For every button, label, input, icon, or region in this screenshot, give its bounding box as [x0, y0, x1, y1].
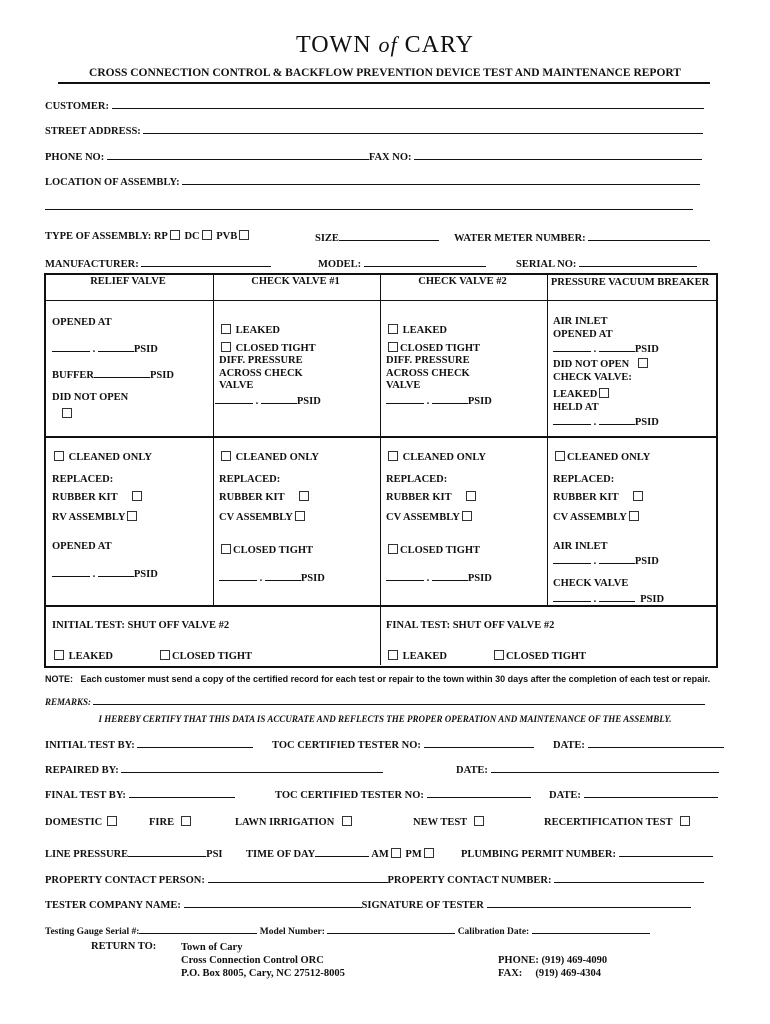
pvb-assembly	[553, 511, 641, 523]
final-test-label: FINAL TEST BY:	[45, 790, 126, 801]
closed-tight-label: CLOSED TIGHT	[400, 545, 481, 556]
meter-row	[454, 230, 710, 244]
air-inlet-label: AIR INLET	[553, 316, 608, 327]
rv-rubber-kit	[52, 491, 144, 503]
remarks-label: REMARKS:	[45, 697, 92, 707]
return-line-3: P.O. Box 8005, Cary, NC 27512-8005	[181, 968, 345, 979]
rubber-kit-label: RUBBER KIT	[553, 492, 619, 503]
phone-value: (919) 469-4090	[541, 955, 608, 966]
repair-date-row	[456, 762, 719, 776]
cv2-cleaned-checkbox[interactable]	[388, 451, 398, 461]
size-row	[315, 230, 439, 244]
buffer-field[interactable]	[94, 367, 150, 378]
rv-replaced-label: REPLACED:	[52, 474, 114, 485]
fax-label: FAX NO:	[368, 152, 412, 163]
psid-label: PSID	[634, 417, 659, 428]
psid-label: PSID	[634, 556, 659, 567]
cv1-diff	[219, 355, 303, 393]
rv-retest-psid: . PSID	[52, 566, 158, 580]
cv2-leaked-checkbox[interactable]	[388, 324, 398, 334]
lawn-label: LAWN IRRIGATION	[235, 817, 335, 828]
calibration-field[interactable]	[532, 923, 650, 934]
cv1-retest-checkbox[interactable]	[221, 544, 231, 554]
psid-label: PSID	[133, 344, 158, 355]
col-divider-2b	[380, 438, 381, 665]
closed-tight-label: CLOSED TIGHT	[400, 343, 481, 354]
pvb-held-field[interactable]	[553, 414, 591, 425]
cv-assembly-label: CV ASSEMBLY	[219, 512, 293, 523]
psid-label: PSID	[296, 396, 321, 407]
initial-date-field[interactable]	[588, 737, 724, 748]
psid-label: PSID	[634, 344, 659, 355]
permit-label: PLUMBING PERMIT NUMBER:	[461, 849, 616, 860]
cv2-replaced-label: REPLACED:	[386, 474, 448, 485]
cv1-cleaned	[219, 451, 319, 463]
rp-checkbox[interactable]	[170, 230, 180, 240]
rv-retest-decimal[interactable]	[98, 566, 134, 577]
cv1-leaked-checkbox[interactable]	[221, 324, 231, 334]
calibration-label: Calibration Date:	[457, 927, 530, 937]
initial-date-row	[553, 737, 724, 751]
header-divider	[46, 300, 716, 301]
cleaned-label: CLEANED ONLY	[68, 452, 152, 463]
psi-label: PSI	[206, 849, 223, 860]
diff-line-1: DIFF. PRESSURE	[219, 355, 303, 366]
gauge-serial-label: Testing Gauge Serial #:	[45, 927, 140, 937]
cleaned-label: CLEANED ONLY	[402, 452, 486, 463]
cv2-diff	[386, 355, 470, 393]
type-label: TYPE OF ASSEMBLY:	[45, 231, 152, 242]
meter-field[interactable]	[588, 230, 710, 241]
phone-field[interactable]	[107, 149, 369, 160]
buffer-label: BUFFER	[52, 370, 94, 381]
return-to-label: RETURN TO:	[91, 941, 157, 952]
pvb-replaced-label: REPLACED:	[553, 474, 615, 485]
company-row	[45, 897, 691, 911]
final-closed	[492, 650, 586, 662]
phone-label: PHONE:	[498, 955, 539, 966]
company-field[interactable]	[184, 897, 362, 908]
return-contact	[498, 954, 607, 980]
cv2-cleaned	[386, 451, 486, 463]
cv2-diff-psid: . PSID	[386, 393, 492, 407]
am-label: AM	[371, 849, 389, 860]
manufacturer-field[interactable]	[141, 256, 271, 267]
initial-test-row	[45, 737, 253, 751]
domestic-checkbox[interactable]	[107, 816, 117, 826]
rv-retest-opened-label: OPENED AT	[52, 541, 112, 552]
customer-field[interactable]	[112, 98, 704, 109]
repaired-row	[45, 762, 383, 776]
date-label: DATE:	[549, 790, 581, 801]
time-of-day-label: TIME OF DAY	[246, 849, 316, 860]
contact-number-field[interactable]	[554, 872, 704, 883]
final-test-row	[45, 787, 235, 801]
note-label: NOTE:	[45, 674, 73, 684]
pvb-held-decimal[interactable]	[599, 414, 635, 425]
location-row-2	[45, 199, 693, 213]
cv-assembly-label: CV ASSEMBLY	[553, 512, 627, 523]
cv2-rubber-kit	[386, 491, 478, 503]
certify-statement: I HEREBY CERTIFY THAT THIS DATA IS ACCURATE AND REFLECTS THE PROPER OPERATION AND MAINTENANCE OF THE ASSEMBLY.	[98, 714, 672, 724]
date-label: DATE:	[553, 740, 585, 751]
company-label: TESTER COMPANY NAME:	[45, 900, 181, 911]
model-field[interactable]	[364, 256, 486, 267]
pvb-air-field[interactable]	[553, 341, 591, 352]
location-field-2[interactable]	[45, 199, 693, 210]
psid-label: PSID	[467, 573, 492, 584]
diff-line-3: VALVE	[219, 380, 254, 391]
new-test-option	[413, 816, 486, 828]
header-check-valve-1: CHECK VALVE #1	[251, 276, 340, 287]
am-checkbox[interactable]	[391, 848, 401, 858]
cv1-assembly-checkbox[interactable]	[295, 511, 305, 521]
cleaned-label: CLEANED ONLY	[567, 452, 651, 463]
pvb-retest-air-psid: . PSID	[553, 553, 659, 567]
signature-label: SIGNATURE OF TESTER	[361, 900, 484, 911]
toc-tester-row-1	[272, 737, 534, 751]
report-subtitle: CROSS CONNECTION CONTROL & BACKFLOW PREVENTION DEVICE TEST AND MAINTENANCE REPORT	[89, 67, 681, 79]
cv2-diff-field[interactable]	[386, 393, 424, 404]
final-closed-checkbox[interactable]	[494, 650, 504, 660]
title-town: TOWN	[295, 32, 372, 58]
closed-tight-label: CLOSED TIGHT	[235, 343, 316, 354]
rv-opened-field[interactable]	[52, 341, 90, 352]
fax-field[interactable]	[414, 149, 702, 160]
leaked-label: LEAKED	[553, 389, 598, 400]
serial-field[interactable]	[579, 256, 697, 267]
closed-tight-label: CLOSED TIGHT	[233, 545, 314, 556]
rubber-kit-label: RUBBER KIT	[52, 492, 118, 503]
cv2-retest-field[interactable]	[386, 570, 424, 581]
dc-checkbox[interactable]	[202, 230, 212, 240]
pvb-held-psid: . PSID	[553, 414, 659, 428]
return-line-2: Cross Connection Control ORC	[181, 955, 324, 966]
model-row	[318, 256, 486, 270]
pvb-air-inlet	[553, 316, 613, 341]
cv2-assembly	[386, 511, 474, 523]
note	[45, 674, 710, 684]
cv2-retest-checkbox[interactable]	[388, 544, 398, 554]
header-pvb: PRESSURE VACUUM BREAKER	[550, 277, 710, 288]
toc-tester-row-2	[275, 787, 531, 801]
remarks-row	[45, 696, 705, 707]
pm-checkbox[interactable]	[424, 848, 434, 858]
closed-tight-label: CLOSED TIGHT	[172, 651, 253, 662]
cv1-replaced-label: REPLACED:	[219, 474, 281, 485]
pvb-label: PVB	[216, 231, 238, 242]
fax-label: FAX:	[498, 968, 523, 979]
leaked-label: LEAKED	[402, 651, 447, 662]
rv-opened-at-label: OPENED AT	[52, 317, 112, 328]
fire-checkbox[interactable]	[181, 816, 191, 826]
psid-label: PSID	[150, 370, 174, 381]
cv1-cleaned-checkbox[interactable]	[221, 451, 231, 461]
leaked-label: LEAKED	[235, 325, 280, 336]
size-field[interactable]	[339, 230, 439, 241]
phone-label: PHONE NO:	[45, 152, 105, 163]
final-test-field[interactable]	[129, 787, 235, 798]
cv2-closed-tight	[386, 342, 480, 354]
pvb-retest-check-label: CHECK VALVE	[553, 578, 629, 589]
rv-did-not-open-checkbox[interactable]	[62, 408, 72, 418]
diff-line-2: ACROSS CHECK	[386, 367, 470, 379]
pvb-cleaned	[553, 451, 650, 463]
pm-label: PM	[405, 849, 422, 860]
return-fax	[498, 967, 607, 980]
contact-person-field[interactable]	[208, 872, 388, 883]
cv1-diff-psid: . PSID	[215, 393, 321, 407]
permit-field[interactable]	[619, 846, 713, 857]
pvb-retest-air-field[interactable]	[553, 553, 591, 564]
recert-label: RECERTIFICATION TEST	[544, 817, 673, 828]
title-cary: CARY	[404, 32, 475, 58]
line-pressure-row	[45, 846, 223, 860]
manufacturer-label: MANUFACTURER:	[45, 259, 139, 270]
initial-test-label: INITIAL TEST BY:	[45, 740, 135, 751]
new-test-checkbox[interactable]	[474, 816, 484, 826]
pvb-rubber-kit	[553, 491, 645, 503]
model-number-label: Model Number:	[259, 927, 325, 937]
cv2-retest-psid: . PSID	[386, 570, 492, 584]
model-label: MODEL:	[318, 259, 362, 270]
pvb-leaked-checkbox[interactable]	[599, 388, 609, 398]
location-field[interactable]	[182, 174, 700, 185]
final-shutoff-label: FINAL TEST: SHUT OFF VALVE #2	[386, 620, 555, 631]
fax-value: (919) 469-4304	[535, 968, 602, 979]
psid-label: PSID	[640, 594, 665, 605]
lawn-checkbox[interactable]	[342, 816, 352, 826]
repaired-field[interactable]	[121, 762, 383, 773]
permit-row	[461, 846, 713, 860]
toc-tester-label: TOC CERTIFIED TESTER NO:	[272, 740, 421, 751]
location-label: LOCATION OF ASSEMBLY:	[45, 177, 180, 188]
title-rule	[58, 82, 710, 84]
cv2-retest-closed	[386, 544, 480, 556]
rv-did-not-open-label: DID NOT OPEN	[52, 392, 129, 403]
cv2-rubber-kit-checkbox[interactable]	[466, 491, 476, 501]
type-row	[45, 230, 251, 242]
final-leaked-checkbox[interactable]	[388, 650, 398, 660]
time-of-day-row	[246, 846, 436, 860]
recert-checkbox[interactable]	[680, 816, 690, 826]
lawn-option	[235, 816, 354, 828]
location-row	[45, 174, 700, 188]
page-title	[0, 32, 770, 59]
meter-label: WATER METER NUMBER:	[454, 233, 586, 244]
domestic-option	[45, 816, 119, 828]
initial-closed	[158, 650, 252, 662]
pvb-checkbox[interactable]	[239, 230, 249, 240]
pvb-did-not-open	[553, 358, 650, 370]
cv1-retest-field[interactable]	[219, 570, 257, 581]
street-row	[45, 123, 703, 137]
repair-date-field[interactable]	[491, 762, 719, 773]
psid-label: PSID	[300, 573, 325, 584]
pvb-check-valve-label: CHECK VALVE:	[553, 372, 632, 383]
pvb-retest-check-field[interactable]	[553, 591, 591, 602]
rv-assembly	[52, 511, 139, 523]
contact-person-label: PROPERTY CONTACT PERSON:	[45, 875, 205, 886]
title-of: of	[378, 32, 398, 57]
row-divider-2	[46, 605, 716, 607]
street-field[interactable]	[143, 123, 703, 134]
initial-shutoff-label: INITIAL TEST: SHUT OFF VALVE #2	[52, 620, 230, 631]
return-line-1: Town of Cary	[181, 942, 243, 953]
dc-label: DC	[184, 231, 200, 242]
cv2-closed-tight-checkbox[interactable]	[388, 342, 398, 352]
diff-line-3: VALVE	[386, 380, 421, 391]
rv-buffer	[52, 367, 174, 381]
rv-opened-decimal[interactable]	[98, 341, 134, 352]
closed-tight-label: CLOSED TIGHT	[506, 651, 587, 662]
return-phone	[498, 954, 607, 967]
manufacturer-row	[45, 256, 271, 270]
leaked-label: LEAKED	[68, 651, 113, 662]
fire-option	[149, 816, 193, 828]
contact-number-label: PROPERTY CONTACT NUMBER:	[387, 875, 552, 886]
serial-row	[516, 256, 697, 270]
psid-label: PSID	[467, 396, 492, 407]
signature-field[interactable]	[487, 897, 691, 908]
rv-cleaned	[52, 451, 152, 463]
header-check-valve-2: CHECK VALVE #2	[418, 276, 507, 287]
note-text: Each customer must send a copy of the certified record for each test or repair to the town within 30 days after the completion of each test or repair.	[80, 674, 711, 684]
toc-tester-field[interactable]	[424, 737, 534, 748]
psid-label: PSID	[133, 569, 158, 580]
remarks-field[interactable]	[93, 696, 705, 705]
rv-cleaned-checkbox[interactable]	[54, 451, 64, 461]
fire-label: FIRE	[149, 817, 175, 828]
gauge-serial-field[interactable]	[139, 923, 257, 934]
cv1-retest-decimal[interactable]	[265, 570, 301, 581]
toc-tester-field-2[interactable]	[427, 787, 531, 798]
rv-did-not-open-row	[60, 408, 74, 420]
new-test-label: NEW TEST	[413, 817, 468, 828]
pvb-retest-check-decimal[interactable]	[599, 591, 635, 602]
line-pressure-label: LINE PRESSURE	[45, 849, 129, 860]
size-label: SIZE	[315, 233, 339, 244]
row-divider-1	[46, 436, 716, 438]
cv1-diff-field[interactable]	[215, 393, 253, 404]
cv1-closed-tight-checkbox[interactable]	[221, 342, 231, 352]
date-label: DATE:	[456, 765, 488, 776]
cv2-diff-decimal[interactable]	[432, 393, 468, 404]
cv1-assembly	[219, 511, 307, 523]
header-relief-valve: RELIEF VALVE	[90, 276, 166, 287]
pvb-held-at-label: HELD AT	[553, 402, 599, 413]
domestic-label: DOMESTIC	[45, 817, 103, 828]
cv1-retest-closed	[219, 544, 313, 556]
initial-leaked-checkbox[interactable]	[54, 650, 64, 660]
rv-opened-psid: . PSID	[52, 341, 158, 355]
time-of-day-field[interactable]	[315, 846, 369, 857]
rubber-kit-label: RUBBER KIT	[219, 492, 285, 503]
col-divider-3b	[547, 438, 548, 605]
pvb-rubber-kit-checkbox[interactable]	[633, 491, 643, 501]
pvb-air-psid: . PSID	[553, 341, 659, 355]
col-divider-1b	[213, 438, 214, 605]
pvb-leaked	[553, 388, 611, 400]
customer-label: CUSTOMER:	[45, 101, 109, 112]
customer-row	[45, 98, 704, 112]
cleaned-label: CLEANED ONLY	[235, 452, 319, 463]
test-grid	[44, 273, 718, 668]
pvb-retest-check-psid: . PSID	[553, 591, 664, 605]
pvb-retest-air-label: AIR INLET	[553, 541, 608, 552]
initial-test-field[interactable]	[137, 737, 253, 748]
cv1-diff-decimal[interactable]	[261, 393, 297, 404]
pvb-did-not-open-checkbox[interactable]	[638, 358, 648, 368]
line-pressure-field[interactable]	[128, 846, 206, 857]
cv1-leaked	[219, 324, 280, 336]
rv-rubber-kit-checkbox[interactable]	[132, 491, 142, 501]
leaked-label: LEAKED	[402, 325, 447, 336]
pvb-retest-air-decimal[interactable]	[599, 553, 635, 564]
cv2-assembly-checkbox[interactable]	[462, 511, 472, 521]
cv1-rubber-kit	[219, 491, 311, 503]
cv1-retest-psid: . PSID	[219, 570, 325, 584]
toc-tester-label: TOC CERTIFIED TESTER NO:	[275, 790, 424, 801]
final-date-field[interactable]	[584, 787, 718, 798]
rv-assembly-checkbox[interactable]	[127, 511, 137, 521]
did-not-open-label: DID NOT OPEN	[553, 359, 630, 370]
air-opened-label: OPENED AT	[553, 328, 613, 340]
final-date-row	[549, 787, 718, 801]
rv-retest-field[interactable]	[52, 566, 90, 577]
contact-person-row	[45, 872, 704, 886]
cv1-rubber-kit-checkbox[interactable]	[299, 491, 309, 501]
rv-assembly-label: RV ASSEMBLY	[52, 512, 126, 523]
pvb-cleaned-checkbox[interactable]	[555, 451, 565, 461]
cv2-leaked	[386, 324, 447, 336]
diff-line-2: ACROSS CHECK	[219, 367, 303, 379]
serial-label: SERIAL NO:	[516, 259, 577, 270]
initial-closed-checkbox[interactable]	[160, 650, 170, 660]
final-leaked	[386, 650, 447, 662]
pvb-air-decimal[interactable]	[599, 341, 635, 352]
cv1-closed-tight	[219, 342, 316, 354]
model-number-field[interactable]	[327, 923, 455, 934]
repaired-label: REPAIRED BY:	[45, 765, 119, 776]
phone-row	[45, 149, 702, 163]
cv2-retest-decimal[interactable]	[432, 570, 468, 581]
rubber-kit-label: RUBBER KIT	[386, 492, 452, 503]
pvb-assembly-checkbox[interactable]	[629, 511, 639, 521]
return-address	[181, 941, 345, 980]
street-label: STREET ADDRESS:	[45, 126, 141, 137]
recert-option	[544, 816, 692, 828]
gauge-row	[45, 923, 650, 937]
initial-leaked	[52, 650, 113, 662]
rp-label: RP	[153, 231, 168, 242]
cv-assembly-label: CV ASSEMBLY	[386, 512, 460, 523]
diff-line-1: DIFF. PRESSURE	[386, 355, 470, 366]
